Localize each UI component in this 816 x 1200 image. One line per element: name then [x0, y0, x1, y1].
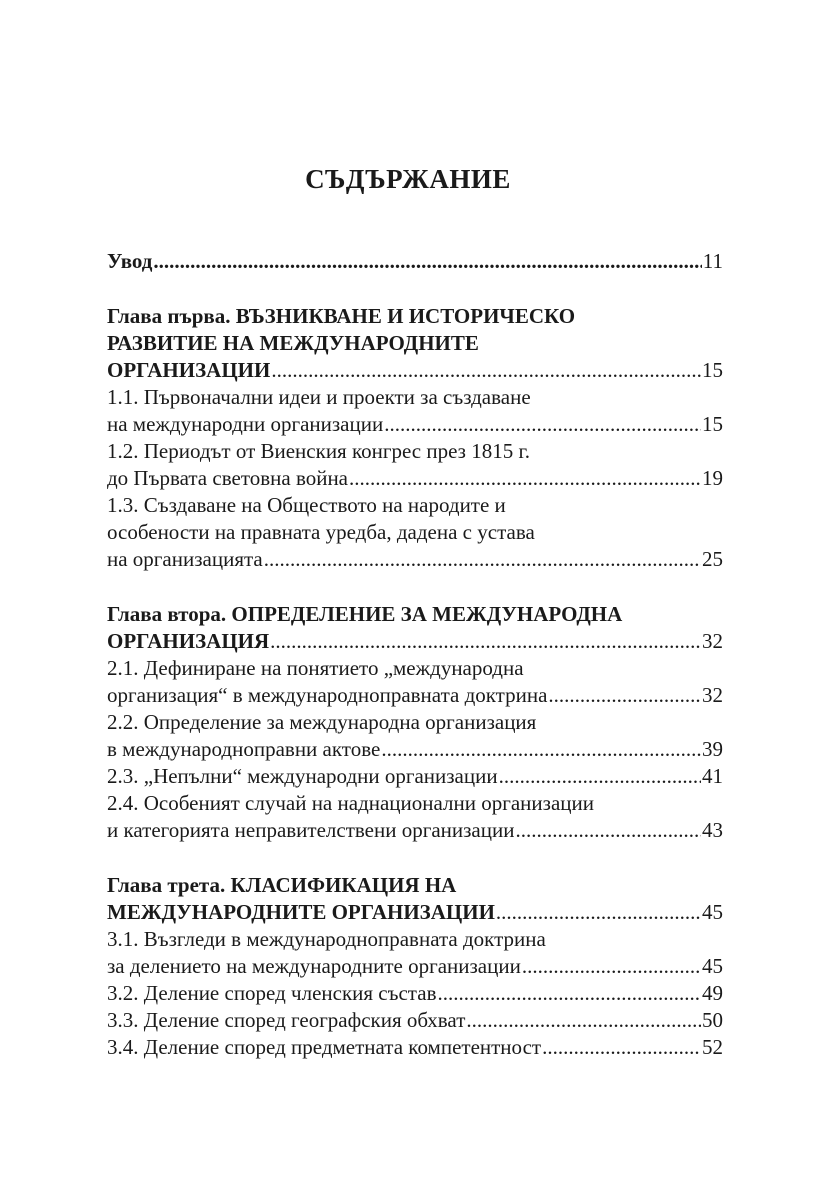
section-title-line: 1.3. Създаване на Обществото на народите и: [107, 493, 506, 517]
toc-leader-dots: [522, 953, 701, 980]
toc-page-number: 15: [702, 412, 723, 436]
toc-leader-dots: [270, 628, 701, 655]
toc-section-2-2[interactable]: [107, 709, 723, 763]
section-title-line: 1.2. Периодът от Виенския конгрес през 1815 г.: [107, 439, 530, 463]
toc-section-2-4[interactable]: [107, 790, 723, 844]
toc-page-number: 11: [702, 249, 723, 273]
section-title-line: организация“ в международноправната доктрина: [107, 683, 548, 707]
section-title-line: на международни организации: [107, 412, 384, 436]
toc-section-1-1[interactable]: [107, 384, 723, 438]
toc-page-number: 39: [702, 737, 723, 761]
toc-page-number: 45: [702, 900, 723, 924]
chapter-heading-line: ОРГАНИЗАЦИИ: [107, 358, 271, 382]
section-title-line: 3.4. Деление според предметната компетентност: [107, 1035, 542, 1059]
toc-section-3-4[interactable]: [107, 1034, 723, 1061]
toc-leader-dots: [384, 411, 701, 438]
section-title-line: 2.1. Дефиниране на понятието „международна: [107, 656, 524, 680]
chapter-heading-line: Глава трета. КЛАСИФИКАЦИЯ НА: [107, 873, 457, 897]
toc-section-1-3[interactable]: [107, 492, 723, 573]
toc-leader-dots: [153, 248, 701, 275]
toc-section-3-2[interactable]: [107, 980, 723, 1007]
toc-leader-dots: [499, 763, 701, 790]
toc-leader-dots: [542, 1034, 701, 1061]
toc-section-1-2[interactable]: [107, 438, 723, 492]
toc-chapter-3: [107, 872, 723, 1061]
section-title-line: 1.1. Първоначални идеи и проекти за създаване: [107, 385, 531, 409]
toc-entry-label: Увод: [107, 249, 153, 273]
toc-page-number: 41: [702, 764, 723, 788]
toc-leader-dots: [381, 736, 701, 763]
section-title-line: особености на правната уредба, дадена с устава: [107, 520, 535, 544]
toc-page-number: 52: [702, 1035, 723, 1059]
toc-page-number: 49: [702, 981, 723, 1005]
toc-page-number: 19: [702, 466, 723, 490]
chapter-heading-line: РАЗВИТИЕ НА МЕЖДУНАРОДНИТЕ: [107, 331, 479, 355]
section-title-line: и категорията неправителствени организации: [107, 818, 515, 842]
toc-leader-dots: [496, 899, 701, 926]
section-title-line: 2.4. Особеният случай на наднационални организации: [107, 791, 594, 815]
section-title-line: до Първата световна война: [107, 466, 349, 490]
toc-chapter-2: [107, 601, 723, 844]
section-title-line: 3.2. Деление според членския състав: [107, 981, 437, 1005]
toc-page-number: 32: [702, 629, 723, 653]
chapter-heading-line: Глава първа. ВЪЗНИКВАНЕ И ИСТОРИЧЕСКО: [107, 304, 576, 328]
section-title-line: на организацията: [107, 547, 263, 571]
toc-leader-dots: [466, 1007, 701, 1034]
toc-leader-dots: [548, 682, 701, 709]
chapter-heading[interactable]: [107, 601, 723, 655]
section-title-line: за делението на международните организации: [107, 954, 521, 978]
toc-leader-dots: [271, 357, 701, 384]
toc-page-number: 25: [702, 547, 723, 571]
chapter-heading-line: ОРГАНИЗАЦИЯ: [107, 629, 270, 653]
toc-leader-dots: [264, 546, 701, 573]
section-title-line: 3.1. Възгледи в международноправната доктрина: [107, 927, 546, 951]
chapter-heading[interactable]: [107, 303, 723, 384]
section-title-line: в международноправни актове: [107, 737, 381, 761]
toc-section-3-3[interactable]: [107, 1007, 723, 1034]
section-title-line: 2.3. „Непълни“ международни организации: [107, 764, 498, 788]
toc-page-number: 45: [702, 954, 723, 978]
toc-entry-intro[interactable]: [107, 248, 723, 275]
toc-section-2-3[interactable]: [107, 763, 723, 790]
chapter-heading-line: Глава втора. ОПРЕДЕЛЕНИЕ ЗА МЕЖДУНАРОДНА: [107, 602, 623, 626]
toc-page-number: 15: [702, 358, 723, 382]
toc-leader-dots: [437, 980, 701, 1007]
toc-section-2-1[interactable]: [107, 655, 723, 709]
table-of-contents: [107, 248, 723, 1061]
chapter-heading-line: МЕЖДУНАРОДНИТЕ ОРГАНИЗАЦИИ: [107, 900, 495, 924]
toc-intro: [107, 248, 723, 275]
toc-chapter-1: [107, 303, 723, 573]
toc-leader-dots: [515, 817, 701, 844]
section-title-line: 3.3. Деление според географския обхват: [107, 1008, 466, 1032]
toc-page-number: 50: [702, 1008, 723, 1032]
toc-leader-dots: [349, 465, 701, 492]
toc-page-number: 43: [702, 818, 723, 842]
section-title-line: 2.2. Определение за международна организация: [107, 710, 537, 734]
toc-section-3-1[interactable]: [107, 926, 723, 980]
chapter-heading[interactable]: [107, 872, 723, 926]
toc-page-number: 32: [702, 683, 723, 707]
page-title: СЪДЪРЖАНИЕ: [305, 164, 511, 194]
